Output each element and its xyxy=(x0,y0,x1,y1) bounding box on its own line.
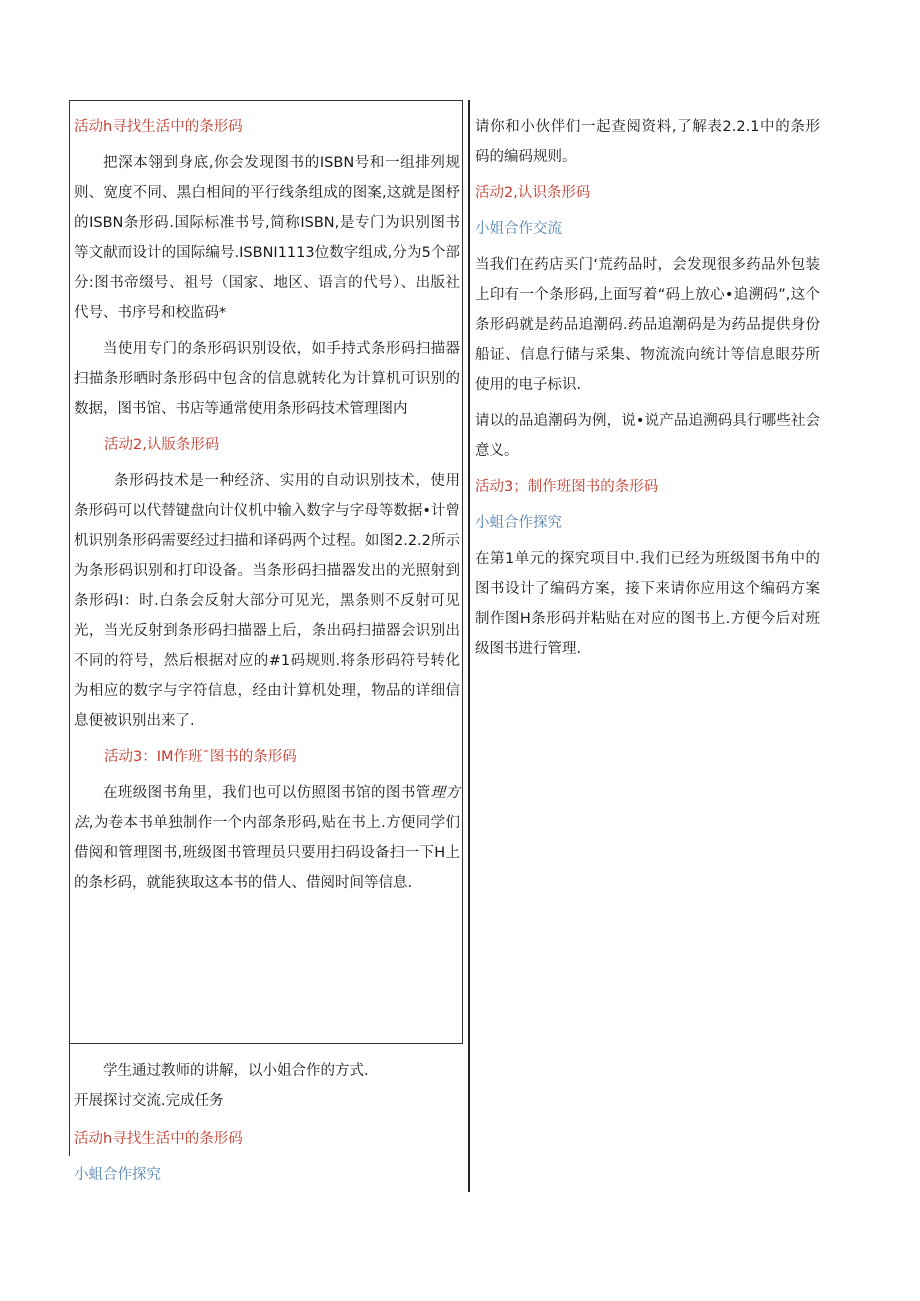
below-group-label: 小蛆合作探究 xyxy=(74,1167,161,1183)
activity3-heading: 活动3：IM作班ˉ图书的条形码 xyxy=(104,749,297,765)
left-below-box xyxy=(74,1056,460,1196)
scanner-paragraph: 当使用专门的条形码识别设依，如手持式条形码扫描器扫描条形晒时条形码中包含的信息就转化为计算机可识别的数据，图书馆、书店等通常使用条形码技术管理图内 xyxy=(74,341,460,417)
isbn-paragraph: 把深本翎到身底,你会发现图书的ISBN号和一组排列规则、宽度不同、黑白相间的平行线条组成的图案,这就是图杼的ISBN条形码.国际标准书号,简称ISBN,是专门为识别图书等文献而设计的国际编号.ISBNI1113位数字组成,分为5个部分:图书帝缀号、祖号（国家、地区、语言的代号）、出版社代号、书序号和校监码* xyxy=(74,155,460,321)
drug-trace-paragraph: 当我们在药店买门‘荒药品时，会发现很多药品外包装上印有一个条形码,上面写着“码上放心•追溯码”,这个条形码就是药品追潮码.药品追潮码是为药品提供身份船证、信息行储与采集、物流流向统计等信息眼芬所使用的电子标识. xyxy=(475,257,820,393)
right-group-label-1: 小姐合作交流 xyxy=(475,221,562,237)
right-group-label-2: 小蛆合作探究 xyxy=(475,515,562,531)
teacher-explanation-line: 学生通过教师的讲解，以小姐合作的方式. xyxy=(103,1063,369,1079)
left-column xyxy=(74,112,460,904)
class-library-italic: 理方法 xyxy=(74,785,461,831)
barcode-tech-paragraph: 条形码技术是一种经济、实用的自动识别技术，使用条形码可以代替键盘向计仪机中输入数字与字母等数据•计曾机识别条形码需要经过扫描和译码两个过程。如图2.2.2所示为条形码识别和打印设备。当条形码扫描器发出的光照射到条形码I：时.白条会反射大部分可见光，黑条则不反射可见光，当光反射到条形码扫描器上后，条出码扫描器会识别出不同的符号，然后根据对应的#1码规则.将条形码符号转化为相应的数字与字符信息，经由计算机处理，物品的详细信息便被识别出来了. xyxy=(74,473,460,729)
class-library-paragraph xyxy=(74,778,460,898)
right-activity3-heading: 活动3；制作班图书的条形码 xyxy=(475,479,659,495)
social-meaning-paragraph: 请以的品追潮码为例，说•说产品追溯码具行哪些社会意义。 xyxy=(475,413,820,459)
class-library-text-b: ,为卷本书单独制作一个内部条形码,贴在书上.方便同学们借阅和管理图书,班级图书管理员只要用扫码设备扫一下H上的条杉码，就能狭取这本书的借人、借阅时间等信息. xyxy=(74,815,460,891)
below-activity1-heading: 活动h寻找生活中的条形码 xyxy=(74,1131,243,1147)
unit-project-paragraph: 在第1单元的探究项目中.我们已经为班级图书角中的图书设计了编码方案，接下来请你应用这个编码方案制作图H条形码并粘贴在对应的图书上.方便今后对班级图书进行管理. xyxy=(475,551,820,657)
right-column xyxy=(475,112,820,670)
discussion-line: 开展探讨交流.完成任务 xyxy=(74,1093,224,1109)
right-activity2-heading: 活动2,认识条形码 xyxy=(475,185,591,201)
column-divider xyxy=(468,100,470,1192)
activity1-heading: 活动h寻找生活中的条形码 xyxy=(74,119,243,135)
activity2-heading: 活动2,认版条形码 xyxy=(104,437,220,453)
left-column-rule xyxy=(69,100,70,1156)
class-library-text-a: 在班级图书角里，我们也可以仿照图书馆的图书管 xyxy=(103,785,431,801)
lookup-paragraph: 请你和小伙伴们一起查阅资料,了解表2.2.1中的条形码的编码规则。 xyxy=(475,119,820,165)
